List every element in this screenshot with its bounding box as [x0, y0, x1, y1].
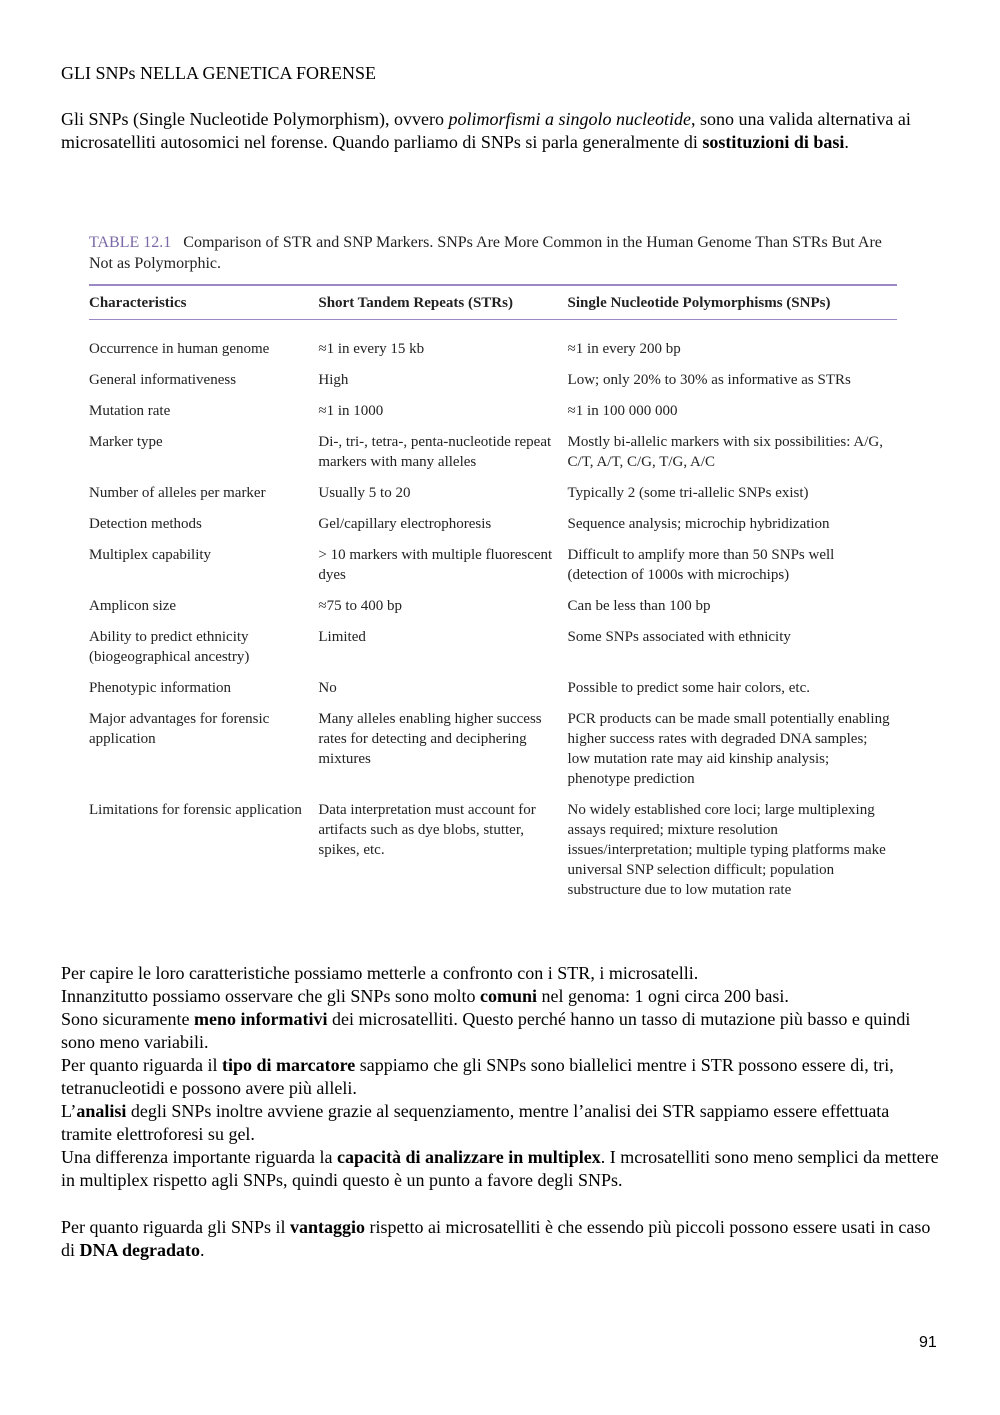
bold-text: meno informativi	[193, 1009, 328, 1029]
cell-snp: Typically 2 (some tri-allelic SNPs exist)	[567, 485, 809, 501]
table-row	[89, 320, 897, 371]
cell-snp: ≈1 in 100 000 000	[567, 403, 678, 419]
cell-str: No	[318, 680, 337, 696]
italic-text: polimorfismi a singolo nucleotide	[448, 109, 691, 129]
cell-str: Data interpretation must account for artifacts such as dye blobs, stutter, spikes, etc.	[318, 802, 536, 858]
table-row	[89, 800, 897, 911]
text-run: dei microsatelliti. Questo perché hanno un tasso di mutazione più basso e quindi sono meno variabili.	[61, 1009, 911, 1052]
cell-str: ≈1 in 1000	[318, 403, 384, 419]
cell-snp: ≈1 in every 200 bp	[567, 341, 681, 357]
header-str: Short Tandem Repeats (STRs)	[318, 285, 567, 320]
table-row	[89, 514, 897, 545]
cell-snp: Some SNPs associated with ethnicity	[567, 629, 791, 645]
cell-characteristic: Mutation rate	[89, 403, 171, 419]
cell-characteristic: Phenotypic information	[89, 680, 232, 696]
cell-snp: Difficult to amplify more than 50 SNPs well (detection of 1000s with microchips)	[567, 547, 835, 583]
cell-str: Gel/capillary electrophoresis	[318, 516, 492, 532]
text-run: .	[200, 1240, 205, 1260]
cell-str: ≈75 to 400 bp	[318, 598, 403, 614]
cell-snp: Possible to predict some hair colors, etc.	[567, 680, 810, 696]
text-run: Sono sicuramente	[61, 1009, 194, 1029]
cell-characteristic: Multiplex capability	[89, 547, 212, 563]
cell-str: > 10 markers with multiple fluorescent dyes	[318, 547, 553, 583]
cell-characteristic: Ability to predict ethnicity (biogeographical ancestry)	[89, 629, 250, 665]
table-label: TABLE 12.1	[89, 234, 172, 251]
text-run: Per quanto riguarda gli SNPs il	[61, 1217, 290, 1237]
page-heading: GLI SNPs NELLA GENETICA FORENSE	[61, 63, 377, 83]
text-run: . I mcrosatelliti sono meno semplici da mettere in multiplex rispetto agli SNPs, quindi questo è un punto a favore degli SNPs.	[61, 1147, 939, 1190]
cell-snp: PCR products can be made small potentially enabling higher success rates with degraded DNA samples; low mutation rate may aid kinship analysis; phenotype prediction	[567, 711, 890, 787]
intro-paragraph	[61, 108, 941, 154]
table-row	[89, 678, 897, 709]
text-run: Una differenza importante riguarda la	[61, 1147, 338, 1167]
cell-str: High	[318, 372, 349, 388]
text-run: L’	[61, 1101, 77, 1121]
cell-str: ≈1 in every 15 kb	[318, 341, 425, 357]
table-row	[89, 545, 897, 596]
text-run: Gli SNPs (Single Nucleotide Polymorphism), ovvero	[61, 109, 449, 129]
cell-characteristic: Marker type	[89, 434, 163, 450]
table-body	[89, 320, 897, 912]
text-run: sappiamo che gli SNPs sono biallelici mentre i STR possono essere di, tri, tetranucleotidi e possono avere più alleli.	[61, 1055, 894, 1098]
bold-text: tipo di marcatore	[221, 1055, 356, 1075]
text-run: Per quanto riguarda il	[61, 1055, 222, 1075]
text-run: Per capire le loro caratteristiche possiamo metterle a confronto con i STR, i microsatelli.	[61, 963, 699, 983]
text-run: nel genoma: 1 ogni circa 200 basi.	[536, 986, 789, 1006]
bold-text: DNA degradato	[79, 1240, 201, 1260]
header-characteristics: Characteristics	[89, 285, 318, 320]
text-run: .	[844, 132, 849, 152]
comparison-table	[89, 232, 899, 911]
bold-text: sostituzioni di basi	[702, 132, 845, 152]
table-caption-text: Comparison of STR and SNP Markers. SNPs Are More Common in the Human Genome Than STRs But Are Not as Polymorphic.	[89, 234, 882, 272]
cell-snp: No widely established core loci; large multiplexing assays required; mixture resolution issues/interpretation; multiple typing platforms make universal SNP selection difficult; population substructure due to low mutation rate	[567, 802, 886, 898]
cell-characteristic: Number of alleles per marker	[89, 485, 266, 501]
table-row	[89, 370, 897, 401]
cell-snp: Sequence analysis; microchip hybridization	[567, 516, 830, 532]
str-snp-table	[89, 284, 897, 911]
cell-str: Usually 5 to 20	[318, 485, 411, 501]
page-number: 91	[919, 1334, 937, 1351]
cell-str: Limited	[318, 629, 366, 645]
cell-str: Many alleles enabling higher success rates for detecting and deciphering mixtures	[318, 711, 542, 767]
cell-characteristic: Amplicon size	[89, 598, 177, 614]
cell-characteristic: Occurrence in human genome	[89, 341, 270, 357]
cell-str: Di-, tri-, tetra-, penta-nucleotide repeat markers with many alleles	[318, 434, 552, 470]
text-run: Innanzitutto possiamo osservare che gli SNPs sono molto	[61, 986, 480, 1006]
table-row	[89, 401, 897, 432]
bold-text: comuni	[479, 986, 537, 1006]
cell-characteristic: Major advantages for forensic application	[89, 711, 270, 747]
table-row	[89, 483, 897, 514]
text-run: rispetto ai microsatelliti è che essendo più piccoli possono essere usati in caso di	[61, 1217, 931, 1260]
comparison-paragraph	[61, 962, 941, 1192]
bold-text: capacità di analizzare in multiplex	[337, 1147, 601, 1167]
cell-characteristic: Detection methods	[89, 516, 202, 532]
cell-snp: Low; only 20% to 30% as informative as STRs	[567, 372, 851, 388]
table-header-row	[89, 285, 897, 320]
cell-snp: Mostly bi-allelic markers with six possibilities: A/G, C/T, A/T, C/G, T/G, A/C	[567, 434, 883, 470]
cell-snp: Can be less than 100 bp	[567, 598, 711, 614]
text-run: , sono una valida alternativa ai microsatelliti autosomici nel forense. Quando parliamo di SNPs si parla generalmente di	[61, 109, 911, 152]
bold-text: vantaggio	[289, 1217, 365, 1237]
table-row	[89, 596, 897, 627]
conclusion-paragraph	[61, 1216, 941, 1262]
table-row	[89, 627, 897, 678]
table-row	[89, 432, 897, 483]
table-row	[89, 709, 897, 800]
table-caption	[89, 232, 899, 274]
header-snp: Single Nucleotide Polymorphisms (SNPs)	[568, 285, 897, 320]
cell-characteristic: Limitations for forensic application	[89, 802, 302, 818]
bold-text: analisi	[76, 1101, 127, 1121]
text-run: degli SNPs inoltre avviene grazie al sequenziamento, mentre l’analisi dei STR sappiamo essere effettuata tramite elettroforesi su gel.	[61, 1101, 890, 1144]
cell-characteristic: General informativeness	[89, 372, 237, 388]
